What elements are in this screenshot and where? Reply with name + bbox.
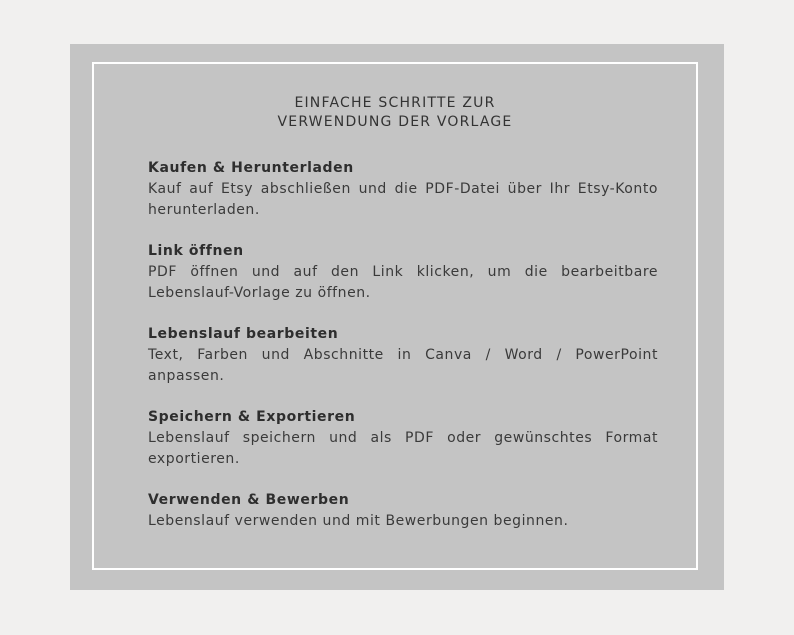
- page-title: [94, 94, 696, 132]
- step-purchase-download: [148, 158, 658, 221]
- step-heading: Kaufen & Herunterladen: [148, 160, 354, 176]
- instructions-card: [70, 44, 724, 590]
- step-open-link: [148, 241, 658, 304]
- step-text: Lebenslauf speichern und als PDF oder gewünschtes Format exportieren.: [148, 430, 658, 467]
- step-text: Lebenslauf verwenden und mit Bewerbungen beginnen.: [148, 513, 569, 529]
- title-line-1: EINFACHE SCHRITTE ZUR: [294, 95, 496, 111]
- steps-list: [148, 158, 658, 552]
- step-text: Text, Farben und Abschnitte in Canva / Word / PowerPoint anpassen.: [148, 347, 658, 384]
- card-frame: [92, 62, 698, 570]
- step-heading: Lebenslauf bearbeiten: [148, 326, 339, 342]
- step-heading: Verwenden & Bewerben: [148, 492, 350, 508]
- step-use-apply: [148, 490, 658, 532]
- step-text: PDF öffnen und auf den Link klicken, um die bearbeitbare Lebenslauf-Vorlage zu öffnen.: [148, 264, 658, 301]
- step-save-export: [148, 407, 658, 470]
- step-text: Kauf auf Etsy abschließen und die PDF-Datei über Ihr Etsy-Konto herunterladen.: [148, 181, 658, 218]
- step-heading: Speichern & Exportieren: [148, 409, 356, 425]
- step-edit-resume: [148, 324, 658, 387]
- step-heading: Link öffnen: [148, 243, 244, 259]
- title-line-2: VERWENDUNG DER VORLAGE: [277, 114, 513, 130]
